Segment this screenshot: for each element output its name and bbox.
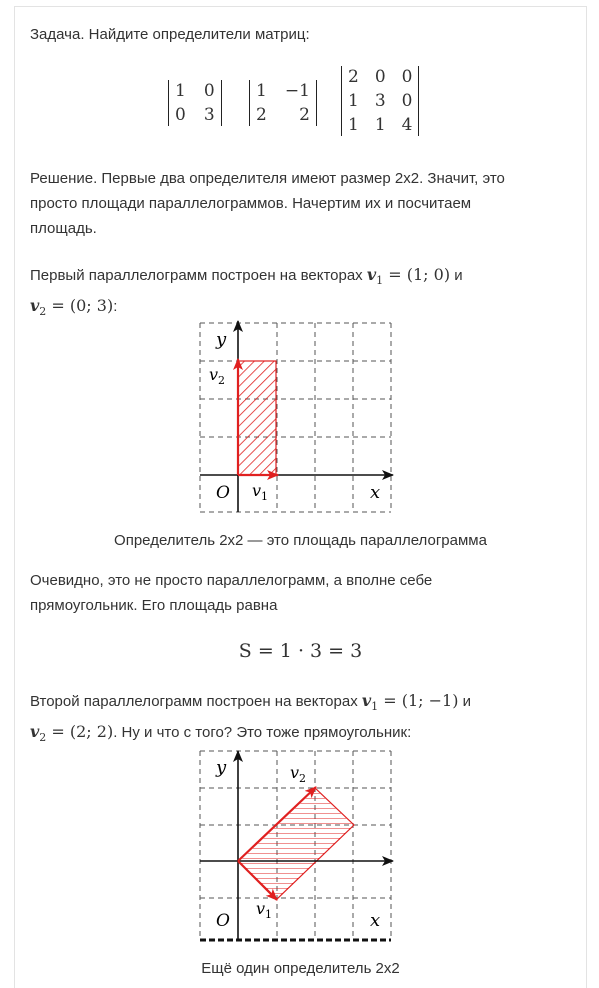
origin-label: O (216, 483, 230, 503)
y-label: y (216, 329, 227, 350)
origin-label-2: O (216, 911, 230, 931)
v1-label-2: $v_1$ (256, 899, 273, 921)
second-paragraph: Второй параллелограмм построен на векторах $v_1 = (1$; −1) и $v_2 = (2$; 2). Ну и что с того? Это тоже прямоугольник: (30, 691, 472, 744)
area-formula: S = 1 · 3 = 3 (238, 640, 363, 662)
v1-label: $v_1$ (252, 481, 269, 503)
matrix-2: 1 −1 2 2 (249, 80, 317, 126)
figure-2-diagram (190, 748, 406, 948)
v2-label-2: $v_2$ (290, 763, 307, 785)
y-label-2: y (216, 757, 227, 778)
obvious-paragraph: Очевидно, это не просто параллелограмм, а вполне себе прямоугольник. Его площадь равна (30, 572, 433, 614)
parallelogram-1 (238, 361, 276, 475)
figure-1-caption: Определитель 2х2 — это площадь параллелограмма (114, 532, 487, 549)
x-label: x (370, 482, 381, 503)
matrix-1: 1 0 0 3 (168, 80, 222, 126)
x-label-2: x (370, 910, 381, 931)
solution-paragraph: Решение. Первые два определителя имеют размер 2х2. Значит, это просто площади параллелограммов. Начертим их и посчитаем площадь. (30, 170, 505, 237)
first-paragraph: Первый параллелограмм построен на векторах $v_1 = (1$; 0) и $v_2 = (0$; 3): (30, 265, 463, 318)
v2-label: $v_2$ (209, 365, 226, 387)
task-text: Задача. Найдите определители матриц: (30, 26, 310, 43)
figure-2-caption: Ещё один определитель 2х2 (201, 960, 400, 977)
matrix-3: 2 0 0 1 3 0 1 1 4 (341, 66, 419, 136)
figure-1-diagram (190, 316, 406, 520)
